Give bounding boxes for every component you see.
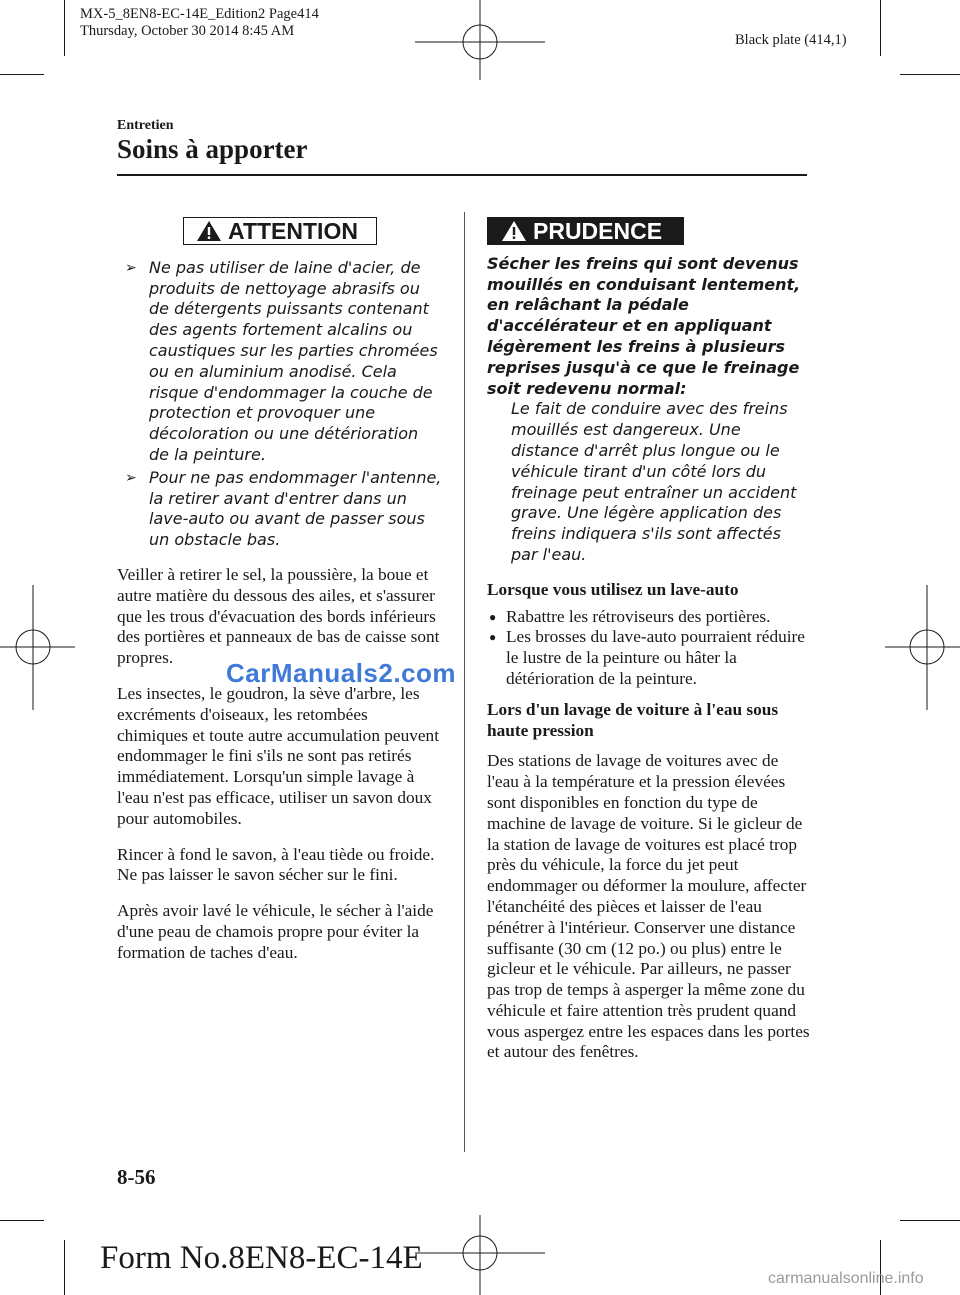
crop-mark (900, 74, 960, 75)
arrow-bullet-icon: ➢ (125, 469, 137, 486)
column-divider (464, 212, 465, 1152)
list-item: ➢ Ne pas utiliser de laine d'acier, de produits de nettoyage abrasifs ou de détergents puissants contenant des agents fortement alcalins ou caustiques sur les parties chromées ou en aluminium anodisé. Cela risque d'endommager la couche de protection et provoquer une décoloration ou une détérioration de la peinture. (125, 257, 438, 464)
attention-badge (183, 217, 377, 245)
section-label: Entretien (117, 118, 174, 133)
crop-mark (64, 0, 65, 56)
dot-bullet-icon: ● (489, 630, 497, 645)
crop-mark (0, 1220, 44, 1221)
car-wash-heading: Lorsque vous utilisez un lave-auto (487, 579, 739, 599)
right-column (487, 217, 810, 1075)
pressure-wash-heading: Lors d'un lavage de voiture à l'eau sous haute pression (487, 699, 779, 740)
attention-list (117, 258, 443, 551)
prudence-lead: Sécher les freins qui sont devenus mouillés en conduisant lentement, en relâchant la pédale d'accélérateur et en appliquant légèrement les freins à plusieurs reprises jusqu'à ce que le freinage soit redevenu normal: (487, 253, 801, 398)
plate-label: Black plate (414,1) (735, 32, 847, 48)
dot-bullet-icon: ● (489, 609, 497, 624)
crop-mark (880, 0, 881, 56)
form-number: Form No.8EN8-EC-14E (100, 1240, 423, 1276)
warning-triangle-icon (501, 220, 527, 242)
warning-triangle-icon (196, 220, 222, 242)
bottom-watermark: carmanualsonline.info (768, 1270, 924, 1287)
car-wash-list (487, 607, 810, 690)
paragraph: Rincer à fond le savon, à l'eau tiède ou froide. Ne pas laisser le savon sécher sur le fini. (117, 844, 435, 885)
prudence-label: PRUDENCE (533, 217, 663, 244)
list-item: ● Les brosses du lave-auto pourraient réduire le lustre de la peinture ou hâter la détérioration de la peinture. (489, 627, 805, 688)
crop-mark (64, 1240, 65, 1295)
page-number: 8-56 (117, 1165, 156, 1189)
registration-mark-left (0, 585, 75, 710)
paragraph: Veiller à retirer le sel, la poussière, la boue et autre matière du dessous des ailes, et s'assurer que les trous d'évacuation des bords inférieurs des portières et panneaux de bas de caisse sont propres. (117, 564, 440, 668)
crop-mark (0, 74, 44, 75)
print-meta (80, 6, 319, 40)
prudence-badge (487, 217, 684, 245)
registration-mark-right (885, 585, 960, 710)
paragraph: Après avoir lavé le véhicule, le sécher à l'aide d'une peau de chamois propre pour éviter la formation de taches d'eau. (117, 901, 434, 962)
watermark: CarManuals2.com (226, 658, 457, 688)
list-item: ● Rabattre les rétroviseurs des portières. (489, 606, 771, 626)
paragraph: Les insectes, le goudron, la sève d'arbre, les excréments d'oiseaux, les retombées chimiques et toute autre accumulation peuvent endommager le fini s'ils ne sont pas retirés immédiatement. Lorsqu'un simple lavage à l'eau n'est pas efficace, utiliser un savon doux pour automobiles. (117, 683, 439, 828)
prudence-body: Le fait de conduire avec des freins mouillés est dangereux. Une distance d'arrêt plus longue ou le véhicule tirant d'un côté lors du freinage peut entraîner un accident grave. Une légère application des freins indiquera s'ils sont affectés par l'eau. (511, 399, 797, 564)
crop-mark (900, 1220, 960, 1221)
left-column (117, 217, 443, 976)
arrow-bullet-icon: ➢ (125, 259, 137, 276)
title-rule (117, 174, 807, 176)
pressure-wash-body: Des stations de lavage de voitures avec de l'eau à la température et la pression élevées sont disponibles en fonction du type de machine de lavage de voiture. Si le gicleur de la station de lavage de voitures est placé trop près du véhicule, la force du jet peut endommager ou déformer la moulure, affecter l'étanchéité des pièces et laisser de l'eau pénétrer à l'intérieur. Conserver une distance suffisante (30 cm (12 po.) ou plus) entre le gicleur et le véhicule. Par ailleurs, ne passer pas trop de temps à asperger la même zone du véhicule et faire attention très prudent quand vous aspergez entre les espaces dans les portes et autour des fenêtres. (487, 751, 810, 1062)
registration-mark-bottom (415, 1215, 545, 1295)
print-meta-line2: Thursday, October 30 2014 8:45 AM (80, 23, 295, 39)
print-meta-line1: MX-5_8EN8-EC-14E_Edition2 Page414 (80, 6, 319, 22)
attention-label: ATTENTION (228, 217, 358, 244)
page-title: Soins à apporter (117, 134, 308, 164)
registration-mark-top (415, 0, 545, 80)
list-item: ➢ Pour ne pas endommager l'antenne, la retirer avant d'entrer dans un lave-auto ou avant de passer sous un obstacle bas. (125, 467, 442, 550)
